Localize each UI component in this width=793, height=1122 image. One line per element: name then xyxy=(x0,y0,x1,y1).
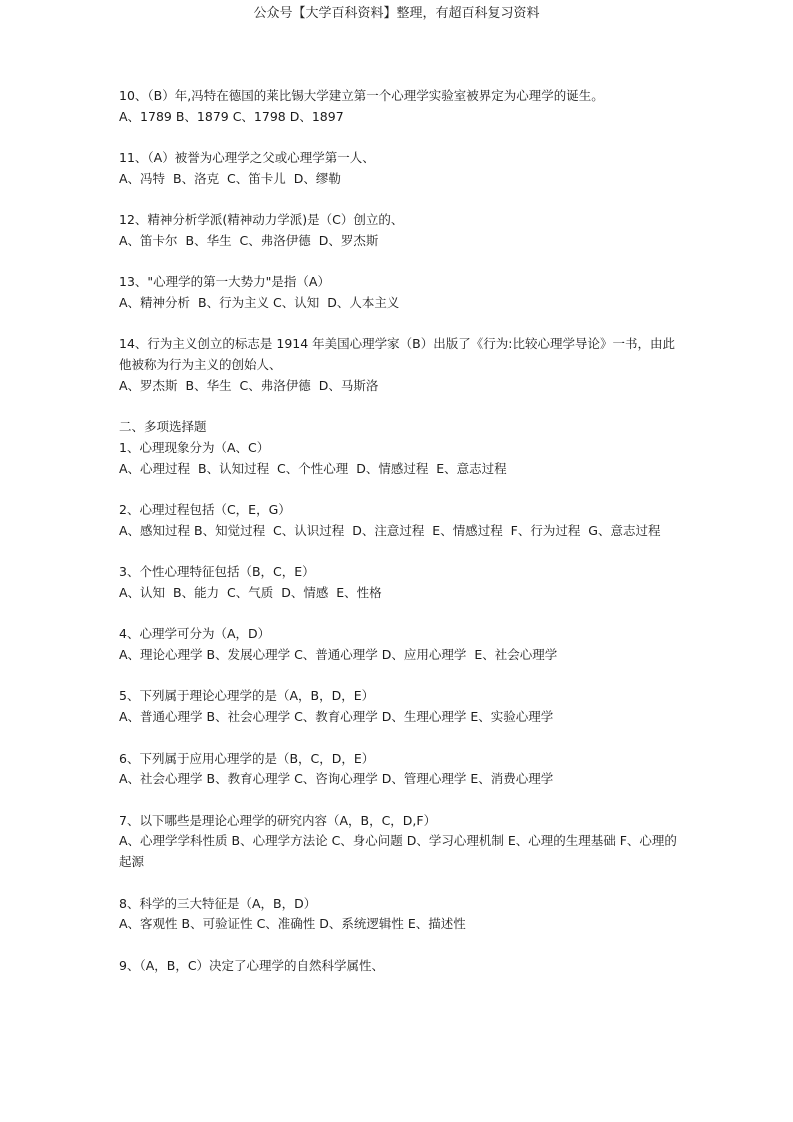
section-heading: 二、多项选择题 xyxy=(119,419,207,435)
question-13 xyxy=(119,272,679,314)
multi-question-4 xyxy=(119,624,679,666)
multi-question-2 xyxy=(119,500,679,542)
question-options: A、心理学学科性质 B、心理学方法论 C、身心问题 D、学习心理机制 E、心理的生理基础 F、心理的起源 xyxy=(119,833,677,870)
question-options: A、普通心理学 B、社会心理学 C、教育心理学 D、生理心理学 E、实验心理学 xyxy=(119,709,554,725)
question-stem: 14、行为主义创立的标志是 1914 年美国心理学家（B）出版了《行为:比较心理学导论》一书，由此他被称为行为主义的创始人、 xyxy=(119,336,675,373)
question-options: A、1789 B、1879 C、1798 D、1897 xyxy=(119,108,344,124)
multi-question-7 xyxy=(119,811,679,873)
question-options: A、罗杰斯 B、华生 C、弗洛伊德 D、马斯洛 xyxy=(119,377,379,393)
question-stem: 8、科学的三大特征是（A，B，D） xyxy=(119,895,317,911)
question-stem: 9、（A，B，C）决定了心理学的自然科学属性、 xyxy=(119,957,385,973)
question-stem: 12、精神分析学派(精神动力学派)是（C）创立的、 xyxy=(119,212,404,228)
question-12 xyxy=(119,210,679,252)
question-options: A、社会心理学 B、教育心理学 C、咨询心理学 D、管理心理学 E、消费心理学 xyxy=(119,771,554,787)
question-options: A、认知 B、能力 C、气质 D、情感 E、性格 xyxy=(119,585,382,601)
question-stem: 2、心理过程包括（C，E，G） xyxy=(119,502,291,518)
question-stem: 3、个性心理特征包括（B，C，E） xyxy=(119,564,315,580)
document-body xyxy=(119,86,679,997)
multi-question-6 xyxy=(119,749,679,791)
question-stem: 10、（B）年,冯特在德国的莱比锡大学建立第一个心理学实验室被界定为心理学的诞生。 xyxy=(119,88,604,103)
multi-question-9 xyxy=(119,956,679,977)
question-10 xyxy=(119,86,679,128)
question-stem: 7、以下哪些是理论心理学的研究内容（A，B，C，D,F） xyxy=(119,812,437,828)
multi-choice-section xyxy=(119,417,679,976)
question-stem: 4、心理学可分为（A，D） xyxy=(119,626,271,642)
multi-question-1 xyxy=(119,438,679,480)
multi-question-5 xyxy=(119,686,679,728)
question-options: A、客观性 B、可验证性 C、准确性 D、系统逻辑性 E、描述性 xyxy=(119,916,466,932)
question-11 xyxy=(119,148,679,190)
question-options: A、精神分析 B、行为主义 C、认知 D、人本主义 xyxy=(119,295,400,311)
question-options: A、心理过程 B、认知过程 C、个性心理 D、情感过程 E、意志过程 xyxy=(119,460,507,476)
question-stem: 1、心理现象分为（A、C） xyxy=(119,440,270,456)
question-stem: 5、下列属于理论心理学的是（A，B，D，E） xyxy=(119,688,375,704)
question-stem: 11、（A）被誉为心理学之父或心理学第一人、 xyxy=(119,150,375,166)
question-options: A、冯特 B、洛克 C、笛卡儿 D、缪勒 xyxy=(119,170,341,186)
question-stem: 13、"心理学的第一大势力"是指（A） xyxy=(119,274,330,290)
question-14 xyxy=(119,334,679,396)
page-header: 公众号【大学百科资料】整理，有超百科复习资料 xyxy=(253,6,540,21)
question-options: A、笛卡尔 B、华生 C、弗洛伊德 D、罗杰斯 xyxy=(119,232,379,248)
question-options: A、感知过程 B、知觉过程 C、认识过程 D、注意过程 E、情感过程 F、行为过程 G、意志过程 xyxy=(119,522,661,538)
question-stem: 6、下列属于应用心理学的是（B，C，D，E） xyxy=(119,750,375,766)
multi-question-3 xyxy=(119,562,679,604)
question-options: A、理论心理学 B、发展心理学 C、普通心理学 D、应用心理学 E、社会心理学 xyxy=(119,647,558,663)
multi-question-8 xyxy=(119,894,679,936)
